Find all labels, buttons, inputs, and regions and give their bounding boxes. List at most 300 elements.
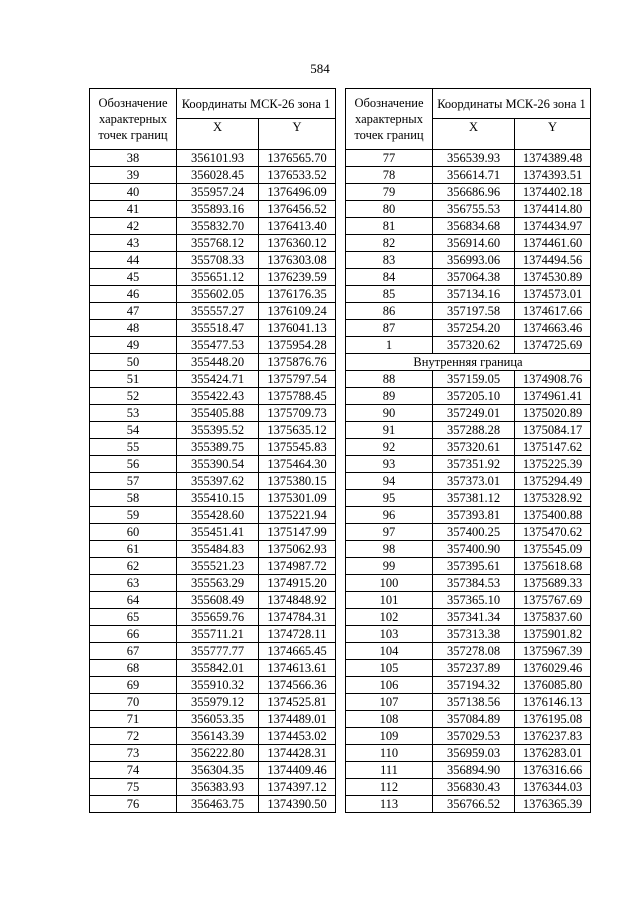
point-number-cell: 101 [346,592,433,609]
x-coordinate-cell: 356028.45 [177,167,259,184]
section-row [346,354,591,371]
table-row [346,728,591,745]
point-number-cell: 44 [90,252,177,269]
y-coordinate-cell: 1376413.40 [259,218,336,235]
x-coordinate-cell: 357134.16 [433,286,515,303]
point-number-cell: 69 [90,677,177,694]
table-row [90,762,336,779]
point-designation-header: Обозначение характерных точек границ [90,89,177,150]
table-row [346,524,591,541]
point-number-cell: 65 [90,609,177,626]
x-coordinate-cell: 356914.60 [433,235,515,252]
table-row [346,201,591,218]
y-coordinate-cell: 1375545.09 [515,541,591,558]
table-row [346,711,591,728]
table-row [346,218,591,235]
point-number-cell: 48 [90,320,177,337]
table-row [346,388,591,405]
point-number-cell: 86 [346,303,433,320]
table-row [346,558,591,575]
table-row [90,252,336,269]
y-coordinate-cell: 1375954.28 [259,337,336,354]
x-coordinate-cell: 355711.21 [177,626,259,643]
table-row [346,643,591,660]
y-coordinate-cell: 1376041.13 [259,320,336,337]
table-row [90,677,336,694]
x-coordinate-cell: 356304.35 [177,762,259,779]
x-coordinate-cell: 357249.01 [433,405,515,422]
coordinates-table-left [89,88,336,813]
y-coordinate-cell: 1375545.83 [259,439,336,456]
y-coordinate-cell: 1375876.76 [259,354,336,371]
table-row [90,745,336,762]
x-coordinate-cell: 355957.24 [177,184,259,201]
table-row [346,337,591,354]
x-coordinate-cell: 356053.35 [177,711,259,728]
y-coordinate-cell: 1375967.39 [515,643,591,660]
point-number-cell: 56 [90,456,177,473]
x-coordinate-cell: 355979.12 [177,694,259,711]
point-number-cell: 67 [90,643,177,660]
y-coordinate-cell: 1376533.52 [259,167,336,184]
point-number-cell: 45 [90,269,177,286]
point-number-cell: 58 [90,490,177,507]
table-row [346,167,591,184]
point-number-cell: 47 [90,303,177,320]
point-number-cell: 106 [346,677,433,694]
table-row [346,660,591,677]
table-row [90,456,336,473]
point-number-cell: 59 [90,507,177,524]
y-coordinate-cell: 1375020.89 [515,405,591,422]
y-coordinate-cell: 1374617.66 [515,303,591,320]
x-coordinate-cell: 357393.81 [433,507,515,524]
y-coordinate-cell: 1376360.12 [259,235,336,252]
table-row [90,779,336,796]
y-coordinate-cell: 1374428.31 [259,745,336,762]
y-coordinate-cell: 1376565.70 [259,150,336,167]
table-row [346,762,591,779]
y-coordinate-cell: 1375301.09 [259,490,336,507]
point-number-cell: 55 [90,439,177,456]
point-number-cell: 52 [90,388,177,405]
table-row [346,439,591,456]
point-number-cell: 61 [90,541,177,558]
point-number-cell: 63 [90,575,177,592]
y-coordinate-cell: 1375147.99 [259,524,336,541]
point-number-cell: 62 [90,558,177,575]
y-coordinate-cell: 1375837.60 [515,609,591,626]
table-row [90,626,336,643]
y-coordinate-cell: 1374397.12 [259,779,336,796]
x-coordinate-cell: 355910.32 [177,677,259,694]
x-coordinate-cell: 357400.90 [433,541,515,558]
table-row [346,150,591,167]
y-coordinate-cell: 1376344.03 [515,779,591,796]
point-number-cell: 66 [90,626,177,643]
point-number-cell: 97 [346,524,433,541]
x-coordinate-cell: 355390.54 [177,456,259,473]
x-coordinate-cell: 355397.62 [177,473,259,490]
point-number-cell: 87 [346,320,433,337]
y-coordinate-cell: 1376365.39 [515,796,591,813]
page-number: 584 [310,61,330,76]
table-row [90,473,336,490]
x-coordinate-cell: 357159.05 [433,371,515,388]
point-number-cell: 1 [346,337,433,354]
table-row [90,507,336,524]
point-number-cell: 54 [90,422,177,439]
y-column-header: Y [515,119,591,150]
x-coordinate-cell: 357064.38 [433,269,515,286]
point-number-cell: 100 [346,575,433,592]
point-number-cell: 74 [90,762,177,779]
point-number-cell: 104 [346,643,433,660]
y-coordinate-cell: 1375709.73 [259,405,336,422]
point-number-cell: 79 [346,184,433,201]
table-row [90,354,336,371]
y-coordinate-cell: 1375767.69 [515,592,591,609]
point-number-cell: 77 [346,150,433,167]
x-coordinate-cell: 356766.52 [433,796,515,813]
x-coordinate-cell: 356143.39 [177,728,259,745]
y-coordinate-cell: 1374725.69 [515,337,591,354]
x-coordinate-cell: 355484.83 [177,541,259,558]
x-coordinate-cell: 355777.77 [177,643,259,660]
table-row [90,796,336,813]
x-coordinate-cell: 355893.16 [177,201,259,218]
y-coordinate-cell: 1374566.36 [259,677,336,694]
x-coordinate-cell: 356830.43 [433,779,515,796]
table-row [90,575,336,592]
point-number-cell: 109 [346,728,433,745]
table-row [90,269,336,286]
y-coordinate-cell: 1374409.46 [259,762,336,779]
table-row [90,439,336,456]
table-row [346,422,591,439]
point-number-cell: 82 [346,235,433,252]
point-number-cell: 64 [90,592,177,609]
point-number-cell: 110 [346,745,433,762]
table-row [90,660,336,677]
point-number-cell: 43 [90,235,177,252]
y-coordinate-cell: 1374784.31 [259,609,336,626]
x-coordinate-cell: 357138.56 [433,694,515,711]
table-row [90,235,336,252]
y-coordinate-cell: 1375380.15 [259,473,336,490]
x-coordinate-cell: 357400.25 [433,524,515,541]
x-coordinate-cell: 356834.68 [433,218,515,235]
point-number-cell: 49 [90,337,177,354]
point-number-cell: 105 [346,660,433,677]
point-number-cell: 88 [346,371,433,388]
y-coordinate-cell: 1376176.35 [259,286,336,303]
point-number-cell: 95 [346,490,433,507]
table-row [346,235,591,252]
y-coordinate-cell: 1376237.83 [515,728,591,745]
table-row [90,694,336,711]
x-coordinate-cell: 357365.10 [433,592,515,609]
x-coordinate-cell: 356959.03 [433,745,515,762]
x-coordinate-cell: 355842.01 [177,660,259,677]
x-coordinate-cell: 357278.08 [433,643,515,660]
x-coordinate-cell: 356222.80 [177,745,259,762]
point-number-cell: 75 [90,779,177,796]
point-number-cell: 107 [346,694,433,711]
x-coordinate-cell: 355448.20 [177,354,259,371]
table-row [346,303,591,320]
y-coordinate-cell: 1376195.08 [515,711,591,728]
point-number-cell: 50 [90,354,177,371]
y-coordinate-cell: 1375797.54 [259,371,336,388]
table-row [346,405,591,422]
y-coordinate-cell: 1375689.33 [515,575,591,592]
table-row [346,694,591,711]
x-coordinate-cell: 357320.61 [433,439,515,456]
point-number-cell: 73 [90,745,177,762]
x-coordinate-cell: 357237.89 [433,660,515,677]
table-row [346,371,591,388]
table-row [346,286,591,303]
point-number-cell: 111 [346,762,433,779]
point-number-cell: 41 [90,201,177,218]
table-row [346,252,591,269]
x-coordinate-cell: 357288.28 [433,422,515,439]
y-coordinate-cell: 1374461.60 [515,235,591,252]
y-coordinate-cell: 1376303.08 [259,252,336,269]
point-number-cell: 108 [346,711,433,728]
point-number-cell: 98 [346,541,433,558]
y-coordinate-cell: 1376239.59 [259,269,336,286]
y-coordinate-cell: 1374393.51 [515,167,591,184]
y-coordinate-cell: 1374390.50 [259,796,336,813]
x-coordinate-cell: 356894.90 [433,762,515,779]
y-coordinate-cell: 1375294.49 [515,473,591,490]
y-coordinate-cell: 1374414.80 [515,201,591,218]
x-coordinate-cell: 355395.52 [177,422,259,439]
x-coordinate-cell: 357205.10 [433,388,515,405]
point-number-cell: 51 [90,371,177,388]
point-number-cell: 83 [346,252,433,269]
y-coordinate-cell: 1374728.11 [259,626,336,643]
x-coordinate-cell: 355518.47 [177,320,259,337]
table-row [90,337,336,354]
y-coordinate-cell: 1375400.88 [515,507,591,524]
table-row [90,167,336,184]
x-coordinate-cell: 355557.27 [177,303,259,320]
point-number-cell: 102 [346,609,433,626]
y-coordinate-cell: 1375084.17 [515,422,591,439]
x-coordinate-cell: 355477.53 [177,337,259,354]
table-row [90,558,336,575]
x-coordinate-cell: 355451.41 [177,524,259,541]
table-row [90,422,336,439]
table-row [90,643,336,660]
table-row [346,609,591,626]
y-coordinate-cell: 1374848.92 [259,592,336,609]
x-coordinate-cell: 357029.53 [433,728,515,745]
table-row [346,575,591,592]
point-number-cell: 93 [346,456,433,473]
coordinates-header: Координаты МСК-26 зона 1 [433,89,591,119]
table-row [90,201,336,218]
table-row [90,728,336,745]
point-number-cell: 89 [346,388,433,405]
x-coordinate-cell: 355768.12 [177,235,259,252]
point-number-cell: 113 [346,796,433,813]
x-coordinate-cell: 355708.33 [177,252,259,269]
table-row [90,150,336,167]
y-coordinate-cell: 1374915.20 [259,575,336,592]
point-number-cell: 85 [346,286,433,303]
point-number-cell: 94 [346,473,433,490]
table-row [90,320,336,337]
point-number-cell: 60 [90,524,177,541]
table-row [90,592,336,609]
y-coordinate-cell: 1375788.45 [259,388,336,405]
y-coordinate-cell: 1375635.12 [259,422,336,439]
x-coordinate-cell: 357341.34 [433,609,515,626]
table-row [90,711,336,728]
y-coordinate-cell: 1374434.97 [515,218,591,235]
y-coordinate-cell: 1376029.46 [515,660,591,677]
table-row [90,609,336,626]
point-number-cell: 72 [90,728,177,745]
x-coordinate-cell: 355521.23 [177,558,259,575]
x-coordinate-cell: 355405.88 [177,405,259,422]
x-coordinate-cell: 355428.60 [177,507,259,524]
y-coordinate-cell: 1376496.09 [259,184,336,201]
point-number-cell: 53 [90,405,177,422]
y-coordinate-cell: 1375147.62 [515,439,591,456]
y-coordinate-cell: 1374908.76 [515,371,591,388]
y-coordinate-cell: 1376316.66 [515,762,591,779]
y-coordinate-cell: 1374665.45 [259,643,336,660]
point-number-cell: 81 [346,218,433,235]
point-number-cell: 39 [90,167,177,184]
y-coordinate-cell: 1376085.80 [515,677,591,694]
point-number-cell: 76 [90,796,177,813]
table-row [346,541,591,558]
table-row [346,320,591,337]
table-row [346,796,591,813]
y-column-header: Y [259,119,336,150]
point-number-cell: 42 [90,218,177,235]
y-coordinate-cell: 1374573.01 [515,286,591,303]
point-number-cell: 90 [346,405,433,422]
x-coordinate-cell: 355832.70 [177,218,259,235]
y-coordinate-cell: 1375901.82 [515,626,591,643]
x-coordinate-cell: 357194.32 [433,677,515,694]
table-body-left [90,150,336,813]
table-row [346,592,591,609]
x-coordinate-cell: 356101.93 [177,150,259,167]
point-number-cell: 112 [346,779,433,796]
table-row [346,677,591,694]
table-row [90,388,336,405]
x-coordinate-cell: 356463.75 [177,796,259,813]
y-coordinate-cell: 1374663.46 [515,320,591,337]
table-row [90,286,336,303]
coordinates-table-right [345,88,591,813]
y-coordinate-cell: 1374525.81 [259,694,336,711]
y-coordinate-cell: 1376456.52 [259,201,336,218]
x-coordinate-cell: 355563.29 [177,575,259,592]
y-coordinate-cell: 1376283.01 [515,745,591,762]
y-coordinate-cell: 1376146.13 [515,694,591,711]
y-coordinate-cell: 1374530.89 [515,269,591,286]
x-coordinate-cell: 357254.20 [433,320,515,337]
x-coordinate-cell: 357384.53 [433,575,515,592]
point-number-cell: 57 [90,473,177,490]
point-number-cell: 96 [346,507,433,524]
table-row [346,745,591,762]
table-row [90,405,336,422]
y-coordinate-cell: 1375062.93 [259,541,336,558]
table-body-right [346,150,591,813]
y-coordinate-cell: 1374402.18 [515,184,591,201]
point-number-cell: 71 [90,711,177,728]
x-coordinate-cell: 355389.75 [177,439,259,456]
y-coordinate-cell: 1376109.24 [259,303,336,320]
x-coordinate-cell: 356993.06 [433,252,515,269]
table-row [346,626,591,643]
table-row [90,184,336,201]
table-row [346,456,591,473]
point-designation-header: Обозначение характерных точек границ [346,89,433,150]
table-row [90,524,336,541]
y-coordinate-cell: 1374389.48 [515,150,591,167]
table-row [346,490,591,507]
table-row [346,473,591,490]
y-coordinate-cell: 1374987.72 [259,558,336,575]
point-number-cell: 99 [346,558,433,575]
point-number-cell: 80 [346,201,433,218]
point-number-cell: 40 [90,184,177,201]
x-coordinate-cell: 356614.71 [433,167,515,184]
y-coordinate-cell: 1375225.39 [515,456,591,473]
x-coordinate-cell: 355410.15 [177,490,259,507]
y-coordinate-cell: 1374489.01 [259,711,336,728]
point-number-cell: 91 [346,422,433,439]
x-coordinate-cell: 356755.53 [433,201,515,218]
x-coordinate-cell: 356383.93 [177,779,259,796]
table-row [346,779,591,796]
x-coordinate-cell: 355424.71 [177,371,259,388]
x-coordinate-cell: 357381.12 [433,490,515,507]
x-coordinate-cell: 355602.05 [177,286,259,303]
table-row [90,541,336,558]
y-coordinate-cell: 1374453.02 [259,728,336,745]
x-coordinate-cell: 355651.12 [177,269,259,286]
table-row [346,184,591,201]
y-coordinate-cell: 1375618.68 [515,558,591,575]
x-coordinate-cell: 357197.58 [433,303,515,320]
point-number-cell: 38 [90,150,177,167]
coordinates-header: Координаты МСК-26 зона 1 [177,89,336,119]
x-coordinate-cell: 357373.01 [433,473,515,490]
y-coordinate-cell: 1375221.94 [259,507,336,524]
x-coordinate-cell: 357320.62 [433,337,515,354]
y-coordinate-cell: 1374494.56 [515,252,591,269]
y-coordinate-cell: 1375464.30 [259,456,336,473]
x-coordinate-cell: 357395.61 [433,558,515,575]
table-row [90,490,336,507]
table-row [346,507,591,524]
inner-boundary-label: Внутренняя граница [346,354,591,371]
point-number-cell: 78 [346,167,433,184]
table-row [90,218,336,235]
